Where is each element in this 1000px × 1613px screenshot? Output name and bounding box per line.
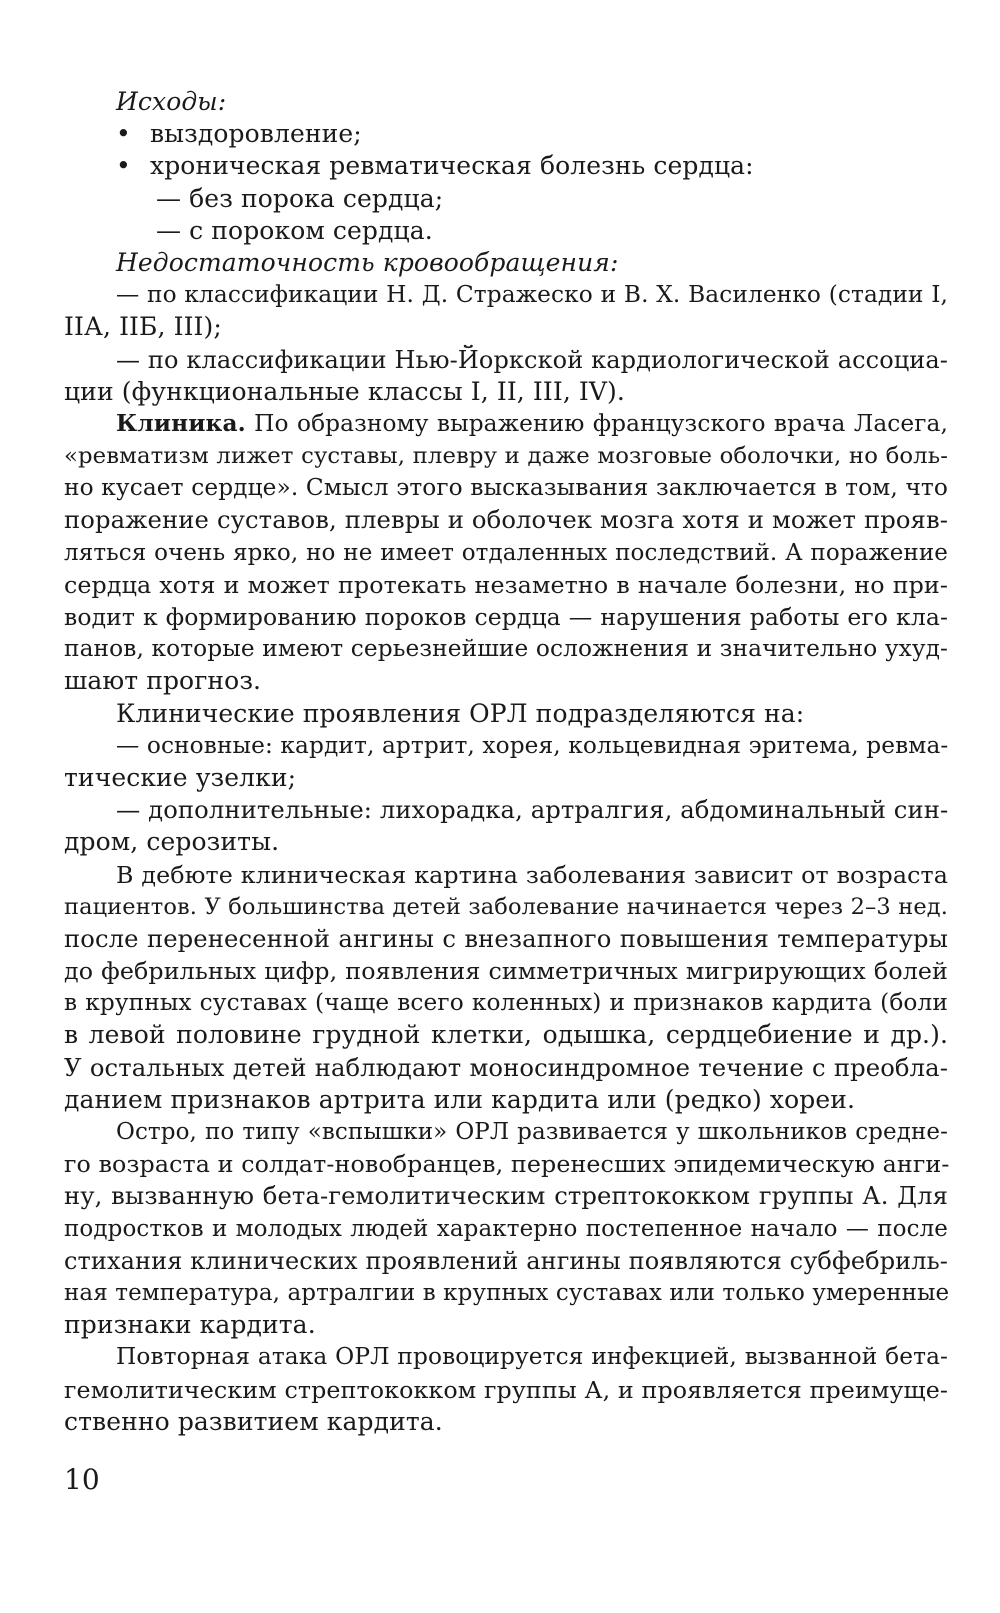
paragraph-line: подростков и молодых людей характерно постепенное начало — после	[64, 1215, 948, 1242]
paragraph-line: Остро, по типу «вспышки» ОРЛ развивается у школьников средне-	[116, 1119, 948, 1145]
paragraph-line: — основные: кардит, артрит, хорея, кольцевидная эритема, ревма-	[116, 731, 949, 759]
outcome-subitem: — с пороком сердца.	[156, 215, 433, 245]
paragraph-line: У остальных детей наблюдают моносиндромное течение с преобла-	[64, 1052, 948, 1082]
paragraph-line: признаки кардита.	[64, 1310, 316, 1340]
paragraph-line: дром, серозиты.	[64, 827, 280, 857]
paragraph-line: В дебюте клиническая картина заболевания зависит от возраста	[116, 860, 948, 889]
paragraph-line: до фебрильных цифр, появления симметричных мигрирующих болей	[64, 957, 948, 986]
paragraph-line: ная температура, артралгии в крупных суставах или только умеренные	[64, 1279, 950, 1306]
outcome-item: • хроническая ревматическая болезнь сердца:	[64, 150, 948, 182]
paragraph-line: ляться очень ярко, но не имеет отдаленных последствий. А поражение	[64, 539, 948, 566]
paragraph-line: Повторная атака ОРЛ провоцируется инфекцией, вызванной бета-	[116, 1343, 948, 1371]
paragraph-line: ну, вызванную бета-гемолитическим стрептококком группы А. Для	[64, 1181, 948, 1211]
paragraph-line: панов, которые имеют серьезнейшие осложнения и значительно ухуд-	[64, 635, 948, 663]
paragraph-line: IIА, IIБ, III);	[64, 312, 222, 342]
paragraph-line: поражение суставов, плевры и оболочек мозга хотя и может прояв-	[64, 505, 948, 535]
paragraph-line: в левой половине грудной клетки, одышка, сердцебиение и др.).	[64, 1020, 948, 1050]
paragraph-line: «ревматизм лижет суставы, плевру и даже мозговые оболочки, но боль-	[64, 443, 948, 470]
manifestations-intro: Клинические проявления ОРЛ подразделяются на:	[116, 698, 805, 728]
paragraph-line: пациентов. У большинства детей заболевание начинается через 2–3 нед.	[64, 893, 948, 920]
bullet-icon: •	[116, 119, 131, 149]
clinic-label: Клиника.	[116, 409, 246, 437]
paragraph-line: стихания клинических проявлений ангины появляются субфебриль-	[64, 1246, 948, 1275]
paragraph-line: но кусает сердце». Смысл этого высказывания заключается в том, что	[64, 474, 948, 502]
paragraph-line: тические узелки;	[64, 762, 297, 792]
paragraph-line: ции (функциональные классы I, II, III, IV).	[64, 376, 625, 406]
insufficiency-heading: Недостаточность кровообращения:	[116, 247, 619, 277]
page-body	[64, 86, 948, 1438]
outcomes-heading: Исходы:	[116, 87, 227, 116]
paragraph-line: го возраста и солдат-новобранцев, перенесших эпидемическую анги-	[64, 1150, 950, 1179]
clinic-first-line: Клиника. По образному выражению французского врача Ласега,	[116, 409, 948, 437]
page-number: 10	[64, 1463, 100, 1496]
paragraph-line: — дополнительные: лихорадка, артралгия, абдоминальный син-	[116, 795, 949, 825]
paragraph-line: ственно развитием кардита.	[64, 1406, 443, 1436]
paragraph-line: данием признаков артрита или кардита или (редко) хореи.	[64, 1084, 856, 1114]
paragraph-line: шают прогноз.	[64, 666, 262, 696]
outcome-subitem: — без порока сердца;	[156, 183, 444, 213]
paragraph-line: в крупных суставах (чаще всего коленных) и признаков кардита (боли	[64, 989, 948, 1017]
bullet-icon: •	[116, 151, 131, 181]
paragraph-line: — по классификации Нью-Йоркской кардиологической ассоциа-	[116, 345, 948, 374]
outcome-item: • выздоровление;	[64, 118, 948, 150]
paragraph-line: сердца хотя и может протекать незаметно в начале болезни, но при-	[64, 570, 948, 599]
paragraph-line: гемолитическим стрептококком группы А, и проявляется преимуще-	[64, 1375, 948, 1404]
paragraph-line: — по классификации Н. Д. Стражеско и В. Х. Василенко (стадии I,	[116, 281, 948, 309]
paragraph-line: водит к формированию пороков сердца — нарушения работы его кла-	[64, 603, 948, 631]
paragraph-line: после перенесенной ангины с внезапного повышения температуры	[64, 923, 948, 953]
